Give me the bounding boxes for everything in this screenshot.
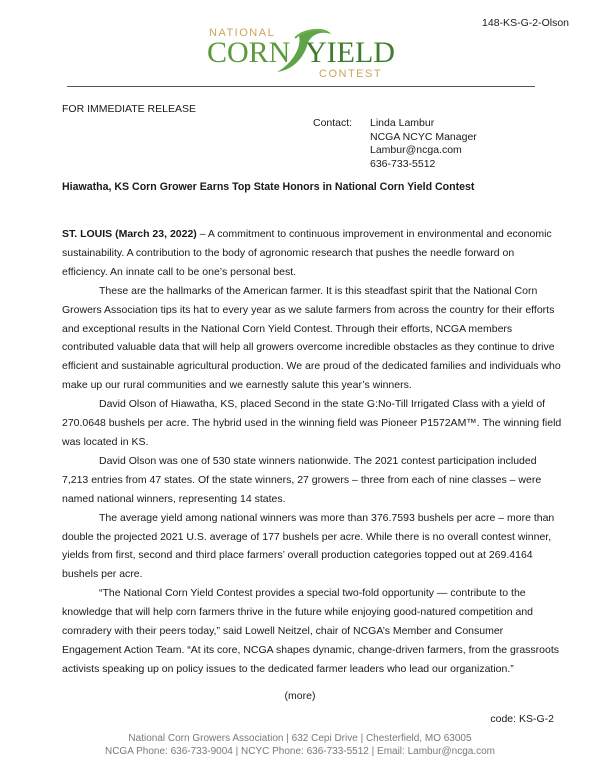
headline: Hiawatha, KS Corn Grower Earns Top State Honors in National Corn Yield Contest — [62, 181, 475, 193]
contact-label: Contact: — [313, 117, 353, 129]
logo-corn-text: CORN — [207, 36, 291, 69]
paragraph-1 — [62, 225, 562, 282]
paragraph-6: “The National Corn Yield Contest provides a special two-fold opportunity — contribute to the knowledge that will help corn farmers thrive in the future while enjoying good-natured competition and comradery with their peers today,” said Lowell Neitzel, chair of NCGA’s Member and Consumer Engagement Action Team. “At its core, NCGA shapes dynamic, change-driven farmers, from the grassroots activists speaking up on policy issues to the dedicated farmer leaders who lead our organization.” — [62, 587, 560, 675]
document-id: 148-KS-G-2-Olson — [482, 17, 569, 29]
footer — [0, 732, 600, 758]
contact-block — [370, 117, 477, 171]
contact-email[interactable]: Lambur@ncga.com — [370, 144, 462, 156]
article-body — [62, 225, 562, 679]
footer-contact: NCGA Phone: 636-733-9004 | NCYC Phone: 636-733-5512 | Email: Lambur@ncga.com — [104, 746, 495, 757]
paragraph-5: The average yield among national winners was more than 376.7593 bushels per acre – more than double the projected 2021 U.S. average of 177 bushels per acre. While there is no overall contest winner, yields from first, second and third place farmers’ overall production categories topped out at 269.4164 bushels per acre. — [62, 511, 555, 581]
paragraph-2: These are the hallmarks of the American farmer. It is this steadfast spirit that the National Corn Growers Association tips its hat to every year as we salute farmers from across the country for their efforts and exceptional results in the National Corn Yield Contest. Through their efforts, NCGA members contributed valuable data that will help all growers overcome incredible obstacles as they continue to drive efficient and sustainable agricultural production. We are proud of the dedicated families and individuals who make up our rural communities and we earnestly salute this year’s winners. — [62, 284, 561, 392]
logo-yield-text: YIELD — [305, 36, 395, 69]
national-corn-yield-contest-logo — [207, 22, 397, 80]
code-label: code: KS-G-2 — [490, 713, 554, 725]
logo-contest-text: CONTEST — [319, 68, 383, 80]
contact-name: Linda Lambur — [370, 117, 435, 129]
contact-phone: 636-733-5512 — [370, 157, 436, 170]
paragraph-1-text: – A commitment to continuous improvement in environmental and economic sustainability. A contribution to the body of agronomic research that pushes the needle forward on efficiency. An innate call to be one’s personal best. — [62, 228, 552, 278]
corn-leaf-logo-icon — [207, 22, 397, 80]
paragraph-4: David Olson was one of 530 state winners nationwide. The 2021 contest participation included 7,213 entries from 47 states. Of the state winners, 27 growers – three from each of nine classes – were named national winners, representing 14 states. — [62, 454, 542, 505]
contact-title: NCGA NCYC Manager — [370, 130, 477, 143]
header-divider — [67, 86, 535, 87]
logo-national-text: NATIONAL — [209, 27, 276, 39]
footer-address: National Corn Growers Association | 632 Cepi Drive | Chesterfield, MO 63005 — [128, 733, 472, 744]
release-label: FOR IMMEDIATE RELEASE — [62, 103, 196, 115]
paragraph-3: David Olson of Hiawatha, KS, placed Second in the state G:No-Till Irrigated Class with a yield of 270.0648 bushels per acre. The hybrid used in the winning field was Pioneer P1572AM™. The winning field was located in KS. — [62, 398, 562, 448]
more-label: (more) — [284, 690, 316, 702]
dateline: ST. LOUIS (March 23, 2022) — [62, 228, 197, 240]
